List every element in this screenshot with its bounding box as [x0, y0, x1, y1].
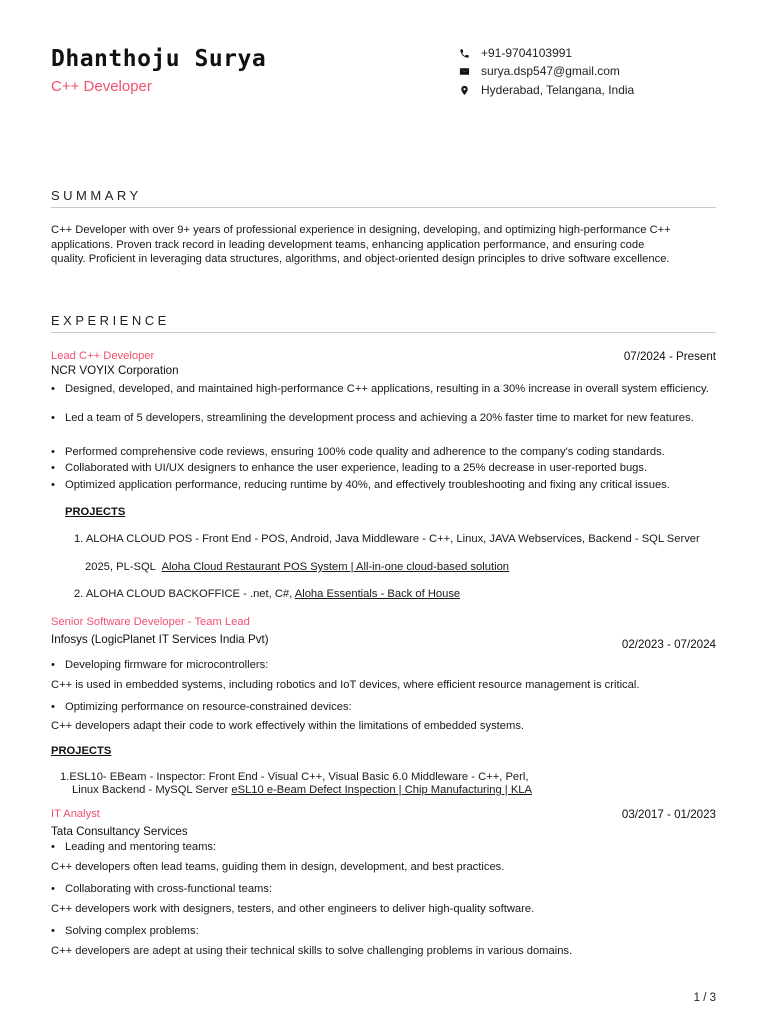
experience-heading: EXPERIENCE: [51, 313, 170, 328]
project-link[interactable]: Aloha Essentials - Back of House: [294, 588, 461, 600]
bullet-text: Optimized application performance, reducing runtime by 40%, and effectively troubleshooting and fixing any critical issues.: [65, 479, 670, 491]
project-text: ALOHA CLOUD POS - Front End - POS, Android, Java Middleware - C++, Linux, JAVA Webservices, Backend - SQL Server: [85, 533, 700, 545]
list-item: [51, 382, 711, 396]
job-title: Lead C++ Developer: [51, 350, 155, 362]
bullet-dot: •: [51, 412, 55, 424]
bullet-text: Leading and mentoring teams:: [65, 841, 217, 853]
email-icon: [459, 66, 470, 77]
detail-text: C++ developers adapt their code to work effectively within the limitations of embedded systems.: [51, 720, 525, 732]
detail-text: C++ developers are adept at using their technical skills to solve challenging problems in various domains.: [51, 945, 573, 957]
list-item: [51, 461, 711, 475]
list-item: [51, 700, 711, 714]
bullet-dot: •: [51, 479, 55, 491]
job-title: Senior Software Developer - Team Lead: [51, 616, 250, 628]
job-dates: 02/2023 - 07/2024: [621, 638, 716, 651]
bullet-dot: •: [51, 383, 55, 395]
project-text: 2025, PL-SQL: [85, 561, 156, 573]
detail-text: C++ is used in embedded systems, including robotics and IoT devices, where efficient resource management is critical.: [51, 679, 640, 691]
job-company: NCR VOYIX Corporation: [51, 364, 179, 377]
project-link[interactable]: Aloha Cloud Restaurant POS System | All-in-one cloud-based solution: [161, 561, 510, 573]
list-item: [51, 411, 711, 425]
email-text[interactable]: surya.dsp547@gmail.com: [481, 64, 620, 78]
contact-email: [459, 64, 620, 78]
bullet-text: Collaborating with cross-functional teams:: [65, 883, 273, 895]
project-item-cont: [72, 784, 532, 796]
bullet-dot: •: [51, 883, 55, 895]
bullet-text: Led a team of 5 developers, streamlining the development process and achieving a 20% faster time to market for new features.: [65, 412, 694, 424]
list-item: [51, 445, 711, 459]
location-text: Hyderabad, Telangana, India: [481, 83, 635, 97]
summary-line: quality. Proficient in leveraging data structures, algorithms, and object-oriented design principles to drive software excellence.: [51, 253, 670, 266]
project-item: [74, 533, 700, 545]
list-item: [51, 658, 711, 672]
bullet-text: Performed comprehensive code reviews, ensuring 100% code quality and adherence to the company's coding standards.: [65, 446, 665, 458]
list-item: [51, 478, 711, 492]
candidate-title: C++ Developer: [51, 78, 152, 95]
project-item: [74, 588, 460, 600]
bullet-dot: •: [51, 841, 55, 853]
job-dates: 03/2017 - 01/2023: [621, 808, 716, 821]
project-number: 1.: [74, 533, 84, 545]
job-company: Tata Consultancy Services: [51, 825, 188, 838]
candidate-name: Dhanthoju Surya: [51, 46, 267, 72]
summary-text: [51, 223, 721, 267]
bullet-text: Solving complex problems:: [65, 925, 199, 937]
summary-line: applications. Proven track record in leading development teams, enhancing application performance, and ensuring code: [51, 238, 645, 251]
bullet-dot: •: [51, 462, 55, 474]
project-number: 2.: [74, 588, 84, 600]
detail-text: C++ developers often lead teams, guiding them in design, development, and best practices.: [51, 861, 505, 873]
contact-phone: [459, 46, 572, 60]
projects-heading: PROJECTS: [51, 745, 112, 757]
phone-icon: [459, 48, 470, 59]
bullet-dot: •: [51, 659, 55, 671]
bullet-text: Designed, developed, and maintained high-performance C++ applications, resulting in a 30% increase in overall system efficiency.: [65, 383, 709, 395]
project-text: Linux Backend - MySQL Server: [72, 784, 229, 796]
summary-divider: [51, 207, 716, 208]
project-number: 1.: [60, 771, 70, 783]
project-item: [60, 771, 528, 783]
bullet-dot: •: [51, 446, 55, 458]
projects-heading: PROJECTS: [65, 506, 126, 518]
project-item-cont: [85, 561, 509, 573]
project-link[interactable]: eSL10 e-Beam Defect Inspection | Chip Manufacturing | KLA: [231, 784, 532, 796]
list-item: [51, 924, 711, 938]
location-pin-icon: [459, 85, 470, 96]
list-item: [51, 882, 711, 896]
experience-divider: [51, 332, 716, 333]
job-dates: 07/2024 - Present: [623, 350, 716, 363]
list-item: [51, 840, 711, 854]
page-number: 1 / 3: [693, 992, 716, 1004]
bullet-dot: •: [51, 925, 55, 937]
bullet-text: Optimizing performance on resource-constrained devices:: [65, 701, 352, 713]
job-company: Infosys (LogicPlanet IT Services India Pvt): [51, 633, 269, 646]
bullet-text: Developing firmware for microcontrollers:: [65, 659, 269, 671]
bullet-dot: •: [51, 701, 55, 713]
project-text: ESL10- EBeam - Inspector: Front End - Visual C++, Visual Basic 6.0 Middleware - C++, Perl,: [69, 771, 529, 783]
job-title: IT Analyst: [51, 808, 100, 820]
detail-text: C++ developers work with designers, testers, and other engineers to deliver high-quality software.: [51, 903, 535, 915]
contact-location: [459, 83, 634, 97]
project-text: ALOHA CLOUD BACKOFFICE - .net, C#,: [85, 588, 293, 600]
bullet-text: Collaborated with UI/UX designers to enhance the user experience, leading to a 25% decrease in user-reported bugs.: [65, 462, 648, 474]
summary-line: C++ Developer with over 9+ years of professional experience in designing, developing, and optimizing high-performance C++: [51, 224, 671, 236]
summary-heading: SUMMARY: [51, 188, 142, 203]
phone-text[interactable]: +91-9704103991: [481, 46, 573, 60]
